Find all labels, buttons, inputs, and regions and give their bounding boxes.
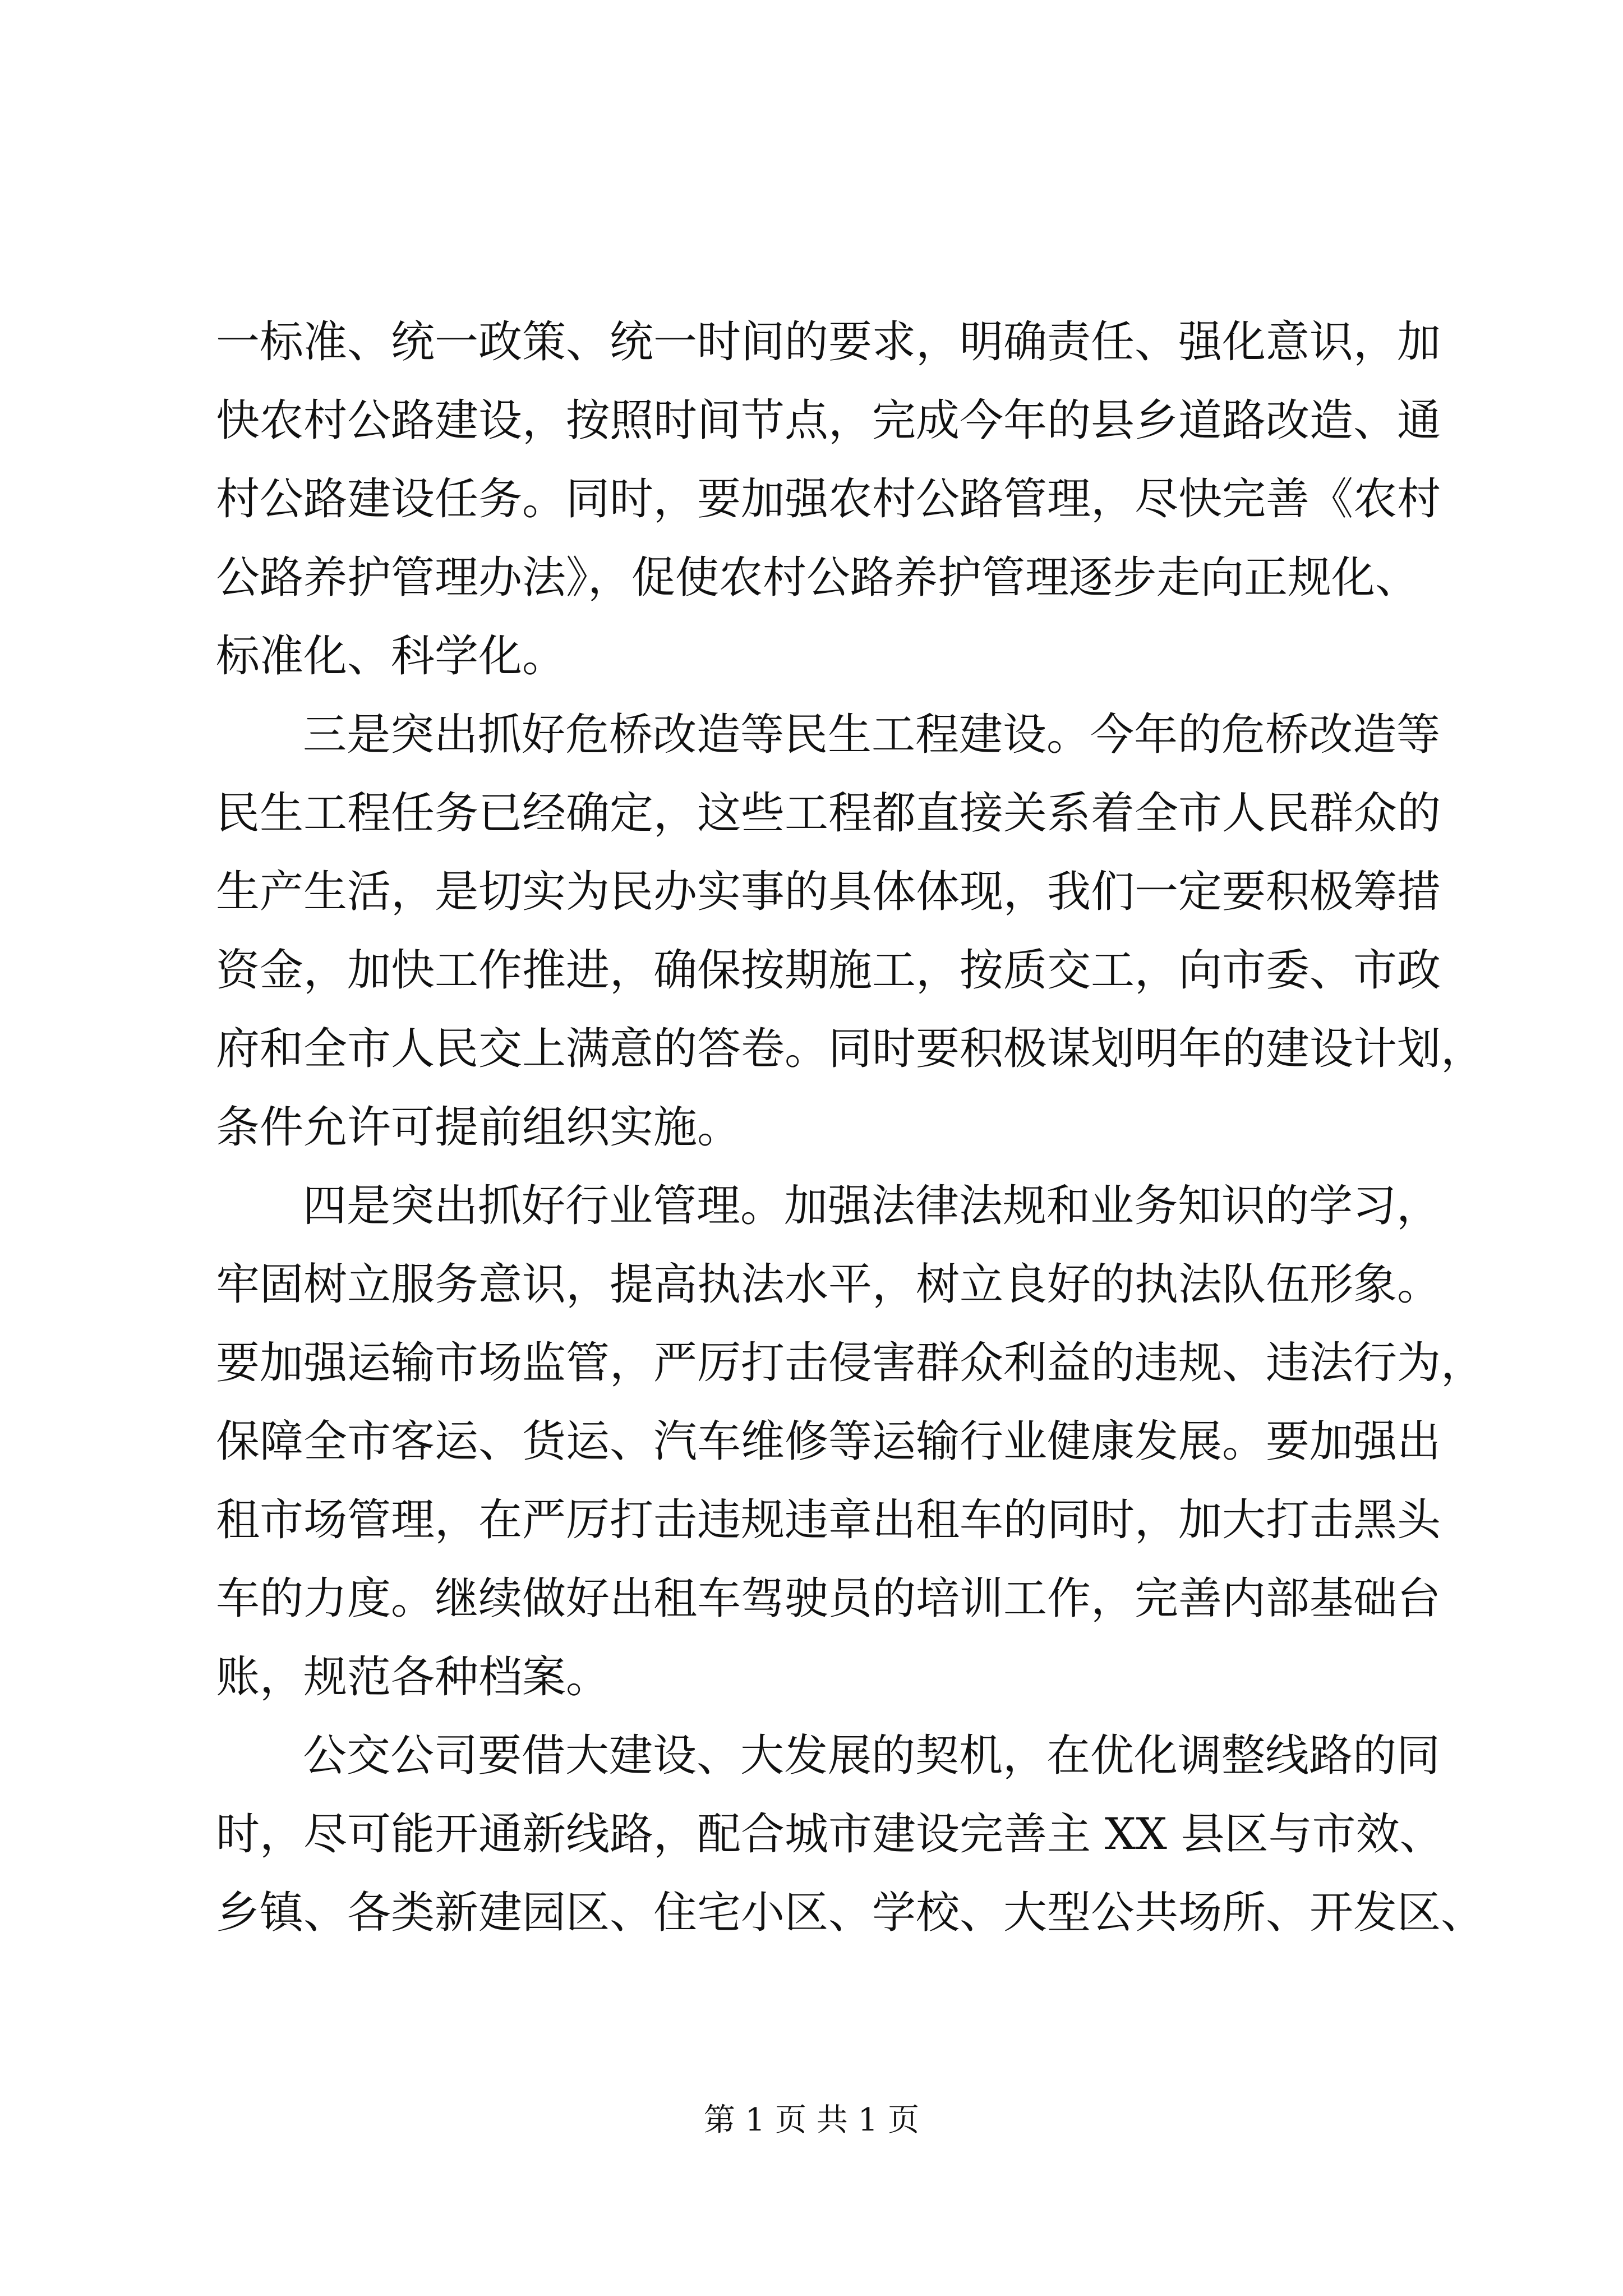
text-line: 生产生活，是切实为民办实事的具体体现，我们一定要积极筹措 <box>216 867 1441 917</box>
document-body <box>216 303 1485 1952</box>
text-line: 要加强运输市场监管，严厉打击侵害群众利益的违规、违法行为， <box>216 1338 1485 1388</box>
text-line: 标准化、科学化。 <box>216 631 566 682</box>
text-line: 车的力度。继续做好出租车驾驶员的培训工作，完善内部基础台 <box>216 1573 1441 1624</box>
text-line: 府和全市人民交上满意的答卷。同时要积极谋划明年的建设计划， <box>216 1024 1485 1074</box>
text-line: 乡镇、各类新建园区、住宅小区、学校、大型公共场所、开发区、 <box>216 1888 1485 1938</box>
text-line: 资金，加快工作推进，确保按期施工，按质交工，向市委、市政 <box>216 945 1441 996</box>
text-line: 公交公司要借大建设、大发展的契机，在优化调整线路的同 <box>303 1731 1441 1781</box>
text-line: 保障全市客运、货运、汽车维修等运输行业健康发展。要加强出 <box>216 1416 1441 1467</box>
text-line: 三是突出抓好危桥改造等民生工程建设。今年的危桥改造等 <box>303 710 1441 760</box>
text-line: 民生工程任务已经确定，这些工程都直接关系着全市人民群众的 <box>216 788 1441 839</box>
text-line: 租市场管理，在严厉打击违规违章出租车的同时，加大打击黑头 <box>216 1495 1441 1545</box>
text-line: 四是突出抓好行业管理。加强法律法规和业务知识的学习， <box>303 1181 1441 1231</box>
text-line: 时，尽可能开通新线路，配合城市建设完善主 XX 县区与市效、 <box>216 1809 1444 1860</box>
text-line: 公路养护管理办法》，促使农村公路养护管理逐步走向正规化、 <box>216 553 1419 603</box>
page-footer: 第 1 页 共 1 页 <box>703 2102 920 2138</box>
text-line: 一标准、统一政策、统一时间的要求，明确责任、强化意识，加 <box>216 317 1441 367</box>
text-line: 村公路建设任务。同时，要加强农村公路管理，尽快完善《农村 <box>216 474 1441 524</box>
text-line: 牢固树立服务意识，提高执法水平，树立良好的执法队伍形象。 <box>216 1259 1441 1310</box>
text-line: 账，规范各种档案。 <box>216 1652 610 1703</box>
text-line: 快农村公路建设，按照时间节点，完成今年的县乡道路改造、通 <box>216 395 1441 446</box>
text-line: 条件允许可提前组织实施。 <box>216 1102 741 1153</box>
